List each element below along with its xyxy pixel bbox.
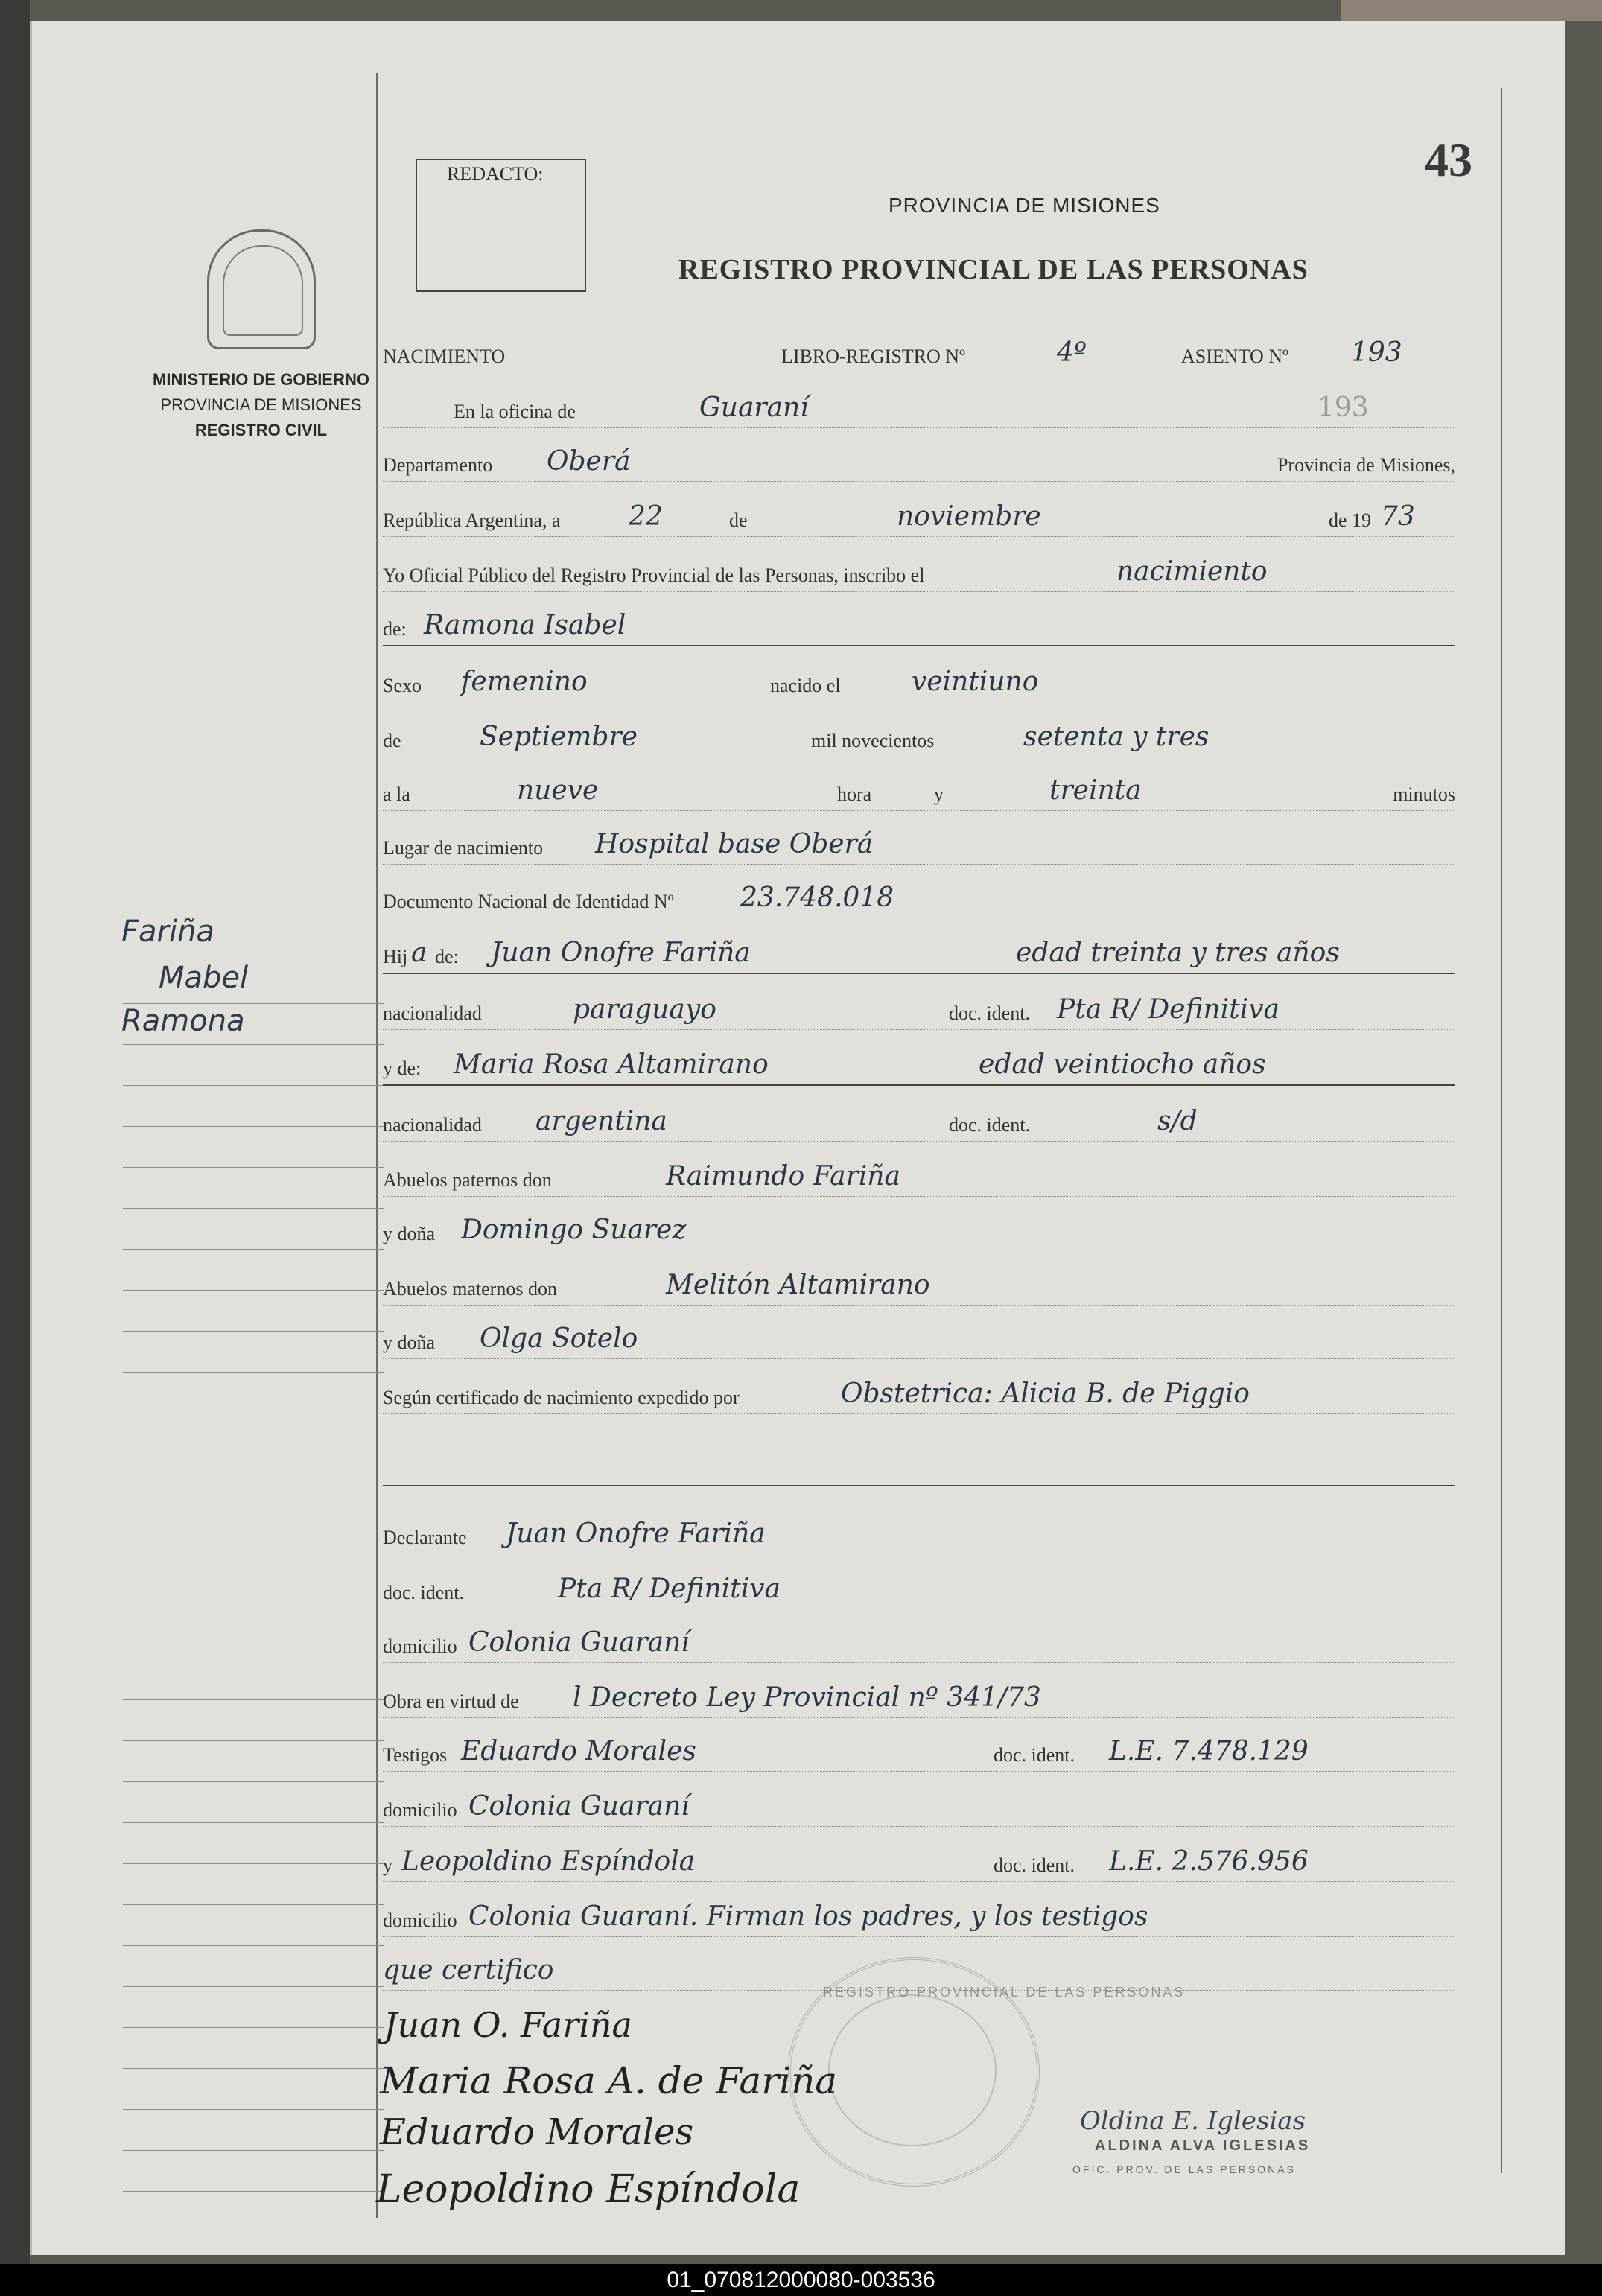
abuelo-materno: Melitón Altamirano bbox=[666, 1270, 930, 1300]
doc-label: doc. ident. bbox=[383, 1582, 465, 1603]
de-label: de bbox=[729, 509, 748, 531]
padre-nacionalidad: paraguayo bbox=[573, 994, 716, 1025]
ministry-block bbox=[121, 367, 401, 443]
record-row bbox=[383, 1515, 1455, 1554]
official-stamp-name: ALDINA ALVA IGLESIAS bbox=[1095, 2137, 1311, 2154]
record-row bbox=[383, 1624, 1455, 1663]
testigo2-domicilio: Colonia Guaraní. Firman los padres, y los testigos bbox=[468, 1901, 1148, 1932]
republica-label: República Argentina, a bbox=[383, 509, 561, 531]
record-row bbox=[383, 442, 1455, 482]
record-row bbox=[383, 1320, 1455, 1359]
nombre-label: de: bbox=[383, 618, 407, 640]
record-row bbox=[383, 1679, 1455, 1718]
minutos-value: treinta bbox=[1049, 775, 1142, 806]
ydona-label: y doña bbox=[383, 1223, 436, 1244]
nacido-mes: Septiembre bbox=[480, 722, 638, 752]
asiento-value: 193 bbox=[1351, 337, 1402, 368]
doc-label: doc. ident. bbox=[949, 1114, 1031, 1136]
oficial-label: Yo Oficial Público del Registro Provincial de las Personas, inscribo el bbox=[383, 565, 925, 586]
nacido-dia: veintiuno bbox=[912, 667, 1039, 697]
padre-name: Juan Onofre Fariña bbox=[491, 938, 751, 968]
sexo-value: femenino bbox=[461, 667, 588, 697]
record-row bbox=[383, 1732, 1455, 1772]
testigo2-name: Leopoldino Espíndola bbox=[401, 1846, 696, 1877]
ala-label: a la bbox=[383, 783, 410, 805]
cierre-text: que certifico bbox=[383, 1955, 554, 1985]
abuela-paterna: Domingo Suarez bbox=[461, 1215, 687, 1245]
page-number: 43 bbox=[1425, 133, 1472, 186]
madre-nacionalidad: argentina bbox=[535, 1106, 667, 1136]
hora-value: nueve bbox=[517, 775, 599, 806]
mes-value: noviembre bbox=[897, 501, 1041, 532]
libro-label: LIBRO-REGISTRO Nº bbox=[781, 346, 966, 367]
hijo-suffix: a bbox=[411, 938, 427, 968]
section-divider bbox=[383, 1485, 1455, 1486]
redacto-box bbox=[416, 159, 586, 292]
signature-witness1: Eduardo Morales bbox=[380, 2111, 694, 2153]
obra-value: l Decreto Ley Provincial nº 341/73 bbox=[573, 1682, 1041, 1713]
margin-note-name: Ramona bbox=[121, 1004, 245, 1038]
abuelos-maternos-label: Abuelos maternos don bbox=[383, 1278, 557, 1300]
margin-note-surname: Fariña bbox=[121, 915, 214, 949]
obra-label: Obra en virtud de bbox=[383, 1691, 519, 1712]
round-stamp-text: REGISTRO PROVINCIAL DE LAS PERSONAS bbox=[823, 1985, 1186, 2000]
redacto-label: REDACTO: bbox=[447, 163, 544, 185]
provincial-coat-of-arms-icon bbox=[207, 229, 316, 349]
y-label: y bbox=[934, 783, 944, 805]
page-edge bbox=[1341, 0, 1602, 21]
margin-lines bbox=[123, 963, 384, 2192]
nacido-anio: setenta y tres bbox=[1023, 722, 1210, 752]
record-row bbox=[383, 663, 1455, 702]
anio-label: de 19 bbox=[1329, 509, 1372, 531]
oficial-value: nacimiento bbox=[1116, 556, 1268, 587]
libro-value: 4º bbox=[1057, 337, 1087, 368]
dia-value: 22 bbox=[629, 501, 663, 532]
abuela-materna: Olga Sotelo bbox=[480, 1323, 638, 1354]
madre-doc: s/d bbox=[1157, 1106, 1198, 1136]
testigos-label: Testigos bbox=[383, 1744, 448, 1766]
signature-official: Oldina E. Iglesias bbox=[1080, 2106, 1306, 2136]
doc-label: doc. ident. bbox=[949, 1002, 1031, 1024]
record-row bbox=[383, 1211, 1455, 1250]
certificado-value: Obstetrica: Alicia B. de Piggio bbox=[841, 1378, 1250, 1409]
ministry-line: REGISTRO CIVIL bbox=[194, 421, 328, 439]
image-caption: 01_070812000080-003536 bbox=[0, 2264, 1602, 2296]
record-row bbox=[383, 334, 1455, 372]
registry-heading: REGISTRO PROVINCIAL DE LAS PERSONAS bbox=[678, 254, 1309, 285]
testigo1-name: Eduardo Morales bbox=[461, 1736, 696, 1766]
abuelos-paternos-label: Abuelos paternos don bbox=[383, 1169, 552, 1191]
certificado-label: Según certificado de nacimiento expedido por bbox=[383, 1387, 740, 1408]
record-row bbox=[383, 1046, 1455, 1086]
book-spine bbox=[0, 0, 30, 2264]
provincia-label: Provincia de Misiones, bbox=[1277, 454, 1455, 476]
official-stamp-title: OFIC. PROV. DE LAS PERSONAS bbox=[1072, 2163, 1296, 2175]
dni-label: Documento Nacional de Identidad Nº bbox=[383, 891, 674, 912]
asiento-repeat: 193 bbox=[1317, 392, 1369, 423]
record-row bbox=[383, 718, 1455, 757]
lugar-value: Hospital base Oberá bbox=[595, 829, 874, 859]
testigo1-domicilio: Colonia Guaraní bbox=[468, 1791, 690, 1822]
ministry-line: PROVINCIA DE MISIONES bbox=[160, 395, 362, 414]
domicilio-value: Colonia Guaraní bbox=[468, 1627, 690, 1658]
oficina-value: Guaraní bbox=[699, 392, 809, 423]
departamento-label: Departamento bbox=[383, 454, 493, 476]
testigo1-doc: L.E. 7.478.129 bbox=[1109, 1736, 1309, 1766]
doc-label: doc. ident. bbox=[994, 1854, 1075, 1876]
asiento-label: ASIENTO Nº bbox=[1181, 346, 1289, 367]
record-row bbox=[383, 772, 1455, 811]
record-row bbox=[383, 1375, 1455, 1414]
record-row bbox=[383, 1570, 1455, 1609]
record-row bbox=[383, 497, 1455, 537]
signature-witness2: Leopoldino Espíndola bbox=[376, 2167, 801, 2212]
nacionalidad-label: nacionalidad bbox=[383, 1002, 482, 1024]
oficina-label: En la oficina de bbox=[454, 401, 576, 422]
y-label: y bbox=[383, 1854, 392, 1876]
record-row bbox=[383, 606, 1455, 646]
dni-value: 23.748.018 bbox=[740, 883, 894, 913]
departamento-value: Oberá bbox=[547, 446, 631, 477]
signature-mother: Maria Rosa A. de Fariña bbox=[380, 2059, 838, 2102]
declarante-doc: Pta R/ Definitiva bbox=[558, 1574, 781, 1604]
signature-father: Juan O. Fariña bbox=[384, 2005, 632, 2045]
record-row bbox=[383, 1842, 1455, 1882]
record-row bbox=[383, 1266, 1455, 1306]
yde-label: y de: bbox=[383, 1058, 422, 1079]
domicilio-label: domicilio bbox=[383, 1799, 457, 1821]
ministry-line: MINISTERIO DE GOBIERNO bbox=[153, 370, 369, 389]
lugar-label: Lugar de nacimiento bbox=[383, 837, 544, 859]
right-rule bbox=[1501, 88, 1502, 2173]
domicilio-label: domicilio bbox=[383, 1909, 457, 1931]
testigo2-doc: L.E. 2.576.956 bbox=[1109, 1846, 1309, 1877]
anio-value: 73 bbox=[1381, 501, 1415, 532]
record-row bbox=[383, 1787, 1455, 1827]
declarante-label: Declarante bbox=[383, 1527, 467, 1548]
ydona-label: y doña bbox=[383, 1332, 436, 1353]
nombre-value: Ramona Isabel bbox=[424, 610, 626, 640]
abuelo-paterno: Raimundo Fariña bbox=[666, 1161, 900, 1192]
province-heading: PROVINCIA DE MISIONES bbox=[889, 194, 1160, 217]
margin-note-name: Mabel bbox=[159, 961, 249, 995]
madre-edad: edad veintiocho años bbox=[979, 1049, 1266, 1080]
minutos-label: minutos bbox=[1393, 783, 1455, 805]
record-row bbox=[383, 553, 1455, 592]
record-row bbox=[383, 389, 1455, 428]
record-row bbox=[383, 990, 1455, 1030]
nacido-label: nacido el bbox=[770, 675, 841, 696]
sexo-label: Sexo bbox=[383, 675, 422, 696]
record-row bbox=[383, 934, 1455, 974]
mil-label: mil novecientos bbox=[811, 730, 935, 751]
padre-edad: edad treinta y tres años bbox=[1016, 938, 1340, 968]
record-row bbox=[383, 1157, 1455, 1197]
hijo-de-label: de: bbox=[435, 946, 459, 967]
declarante-value: Juan Onofre Fariña bbox=[506, 1519, 766, 1549]
padre-doc: Pta R/ Definitiva bbox=[1057, 994, 1280, 1025]
hijo-label: Hij bbox=[383, 946, 408, 967]
madre-name: Maria Rosa Altamirano bbox=[454, 1049, 769, 1080]
record-row bbox=[383, 1102, 1455, 1142]
de2-label: de bbox=[383, 730, 401, 751]
hora-label: hora bbox=[837, 783, 872, 805]
domicilio-label: domicilio bbox=[383, 1635, 457, 1657]
nacimiento-label: NACIMIENTO bbox=[383, 346, 506, 367]
record-row bbox=[383, 825, 1455, 865]
nacionalidad-label: nacionalidad bbox=[383, 1114, 482, 1136]
doc-label: doc. ident. bbox=[994, 1744, 1075, 1766]
record-row bbox=[383, 1898, 1455, 1937]
record-row bbox=[383, 879, 1455, 918]
